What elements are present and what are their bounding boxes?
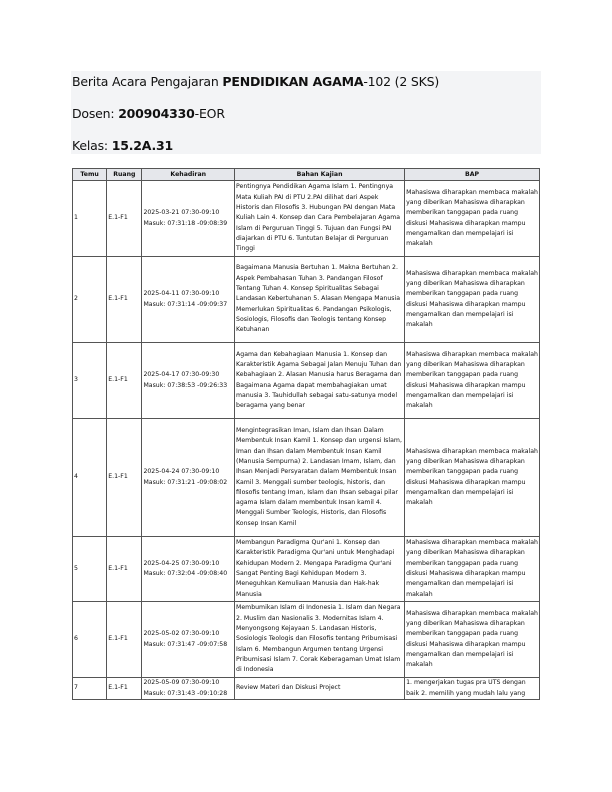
- check-in-time: Masuk: 07:32:04 -09:08:40: [143, 570, 228, 577]
- cell-kehadiran: [142, 678, 235, 700]
- cell-bap: 1. mengerjakan tugas pra UTS dengan baik 2. memilih yang mudah lalu yang: [405, 678, 540, 700]
- cell-bap: Mahasiswa diharapkan membaca makalah yang diberikan Mahasiswa diharapkan memberikan tanggapan pada ruang diskusi Mahasiswa diharapkan mampu mengamalkan dan mempelajari isi makalah: [405, 602, 540, 678]
- table-row: [73, 257, 540, 343]
- cell-ruang: E.1-F1: [107, 602, 142, 678]
- column-header-ruang: Ruang: [107, 169, 142, 181]
- cell-temu: 3: [73, 343, 107, 419]
- table-row: [73, 537, 540, 602]
- cell-bahan-kajian: Bagaimana Manusia Bertuhan 1. Makna Bertuhan 2. Aspek Pembahasan Tuhan 3. Pandangan Filosof Tentang Tuhan 4. Konsep Spiritualitas Sebagai Landasan Kebertuhanan 5. Alasan Mengapa Manusia Memerlukan Spiritualitas 6. Pandangan Psikologis, Sosiologis, Filosofis dan Teologis tentang Konsep Ketuhanan: [235, 257, 405, 343]
- dosen-id: 200904330: [118, 106, 195, 121]
- schedule-time: 2025-03-21 07:30-09:10: [143, 209, 220, 217]
- cell-kehadiran: [142, 181, 235, 257]
- cell-temu: 2: [73, 257, 107, 343]
- cell-bahan-kajian: Review Materi dan Diskusi Project: [235, 678, 405, 700]
- cell-kehadiran: [142, 343, 235, 419]
- schedule-time: 2025-05-02 07:30-09:10: [143, 630, 220, 638]
- kelas-label: Kelas:: [72, 138, 112, 153]
- table-row: [73, 419, 540, 537]
- check-in-time: Masuk: 07:38:53 -09:26:33: [143, 381, 228, 389]
- schedule-time: 2025-05-09 07:30-09:10: [143, 679, 220, 687]
- cell-kehadiran: [142, 257, 235, 343]
- table-row: [73, 602, 540, 678]
- attendance-table: [72, 168, 540, 700]
- cell-temu: 1: [73, 181, 107, 257]
- schedule-time: 2025-04-17 07:30-09:30: [143, 371, 220, 379]
- cell-ruang: E.1-F1: [107, 343, 142, 419]
- cell-bap: Mahasiswa diharapkan membaca makalah yang diberikan Mahasiswa diharapkan memberikan tanggapan pada ruang diskusi Mahasiswa diharapkan mampu mengamalkan dan mempelajari isi makalah: [405, 257, 540, 343]
- dosen-label: Dosen:: [72, 106, 119, 121]
- table-row: [73, 678, 540, 700]
- cell-bahan-kajian: Pentingnya Pendidikan Agama Islam 1. Pentingnya Mata Kuliah PAI di PTU 2.PAI dilihat dari Aspek Historis dan Filosofis 3. Hubungan PAI dengan Mata Kuliah Lain 4. Konsep dan Cara Pembelajaran Agama Islam di Perguruan Tinggi 5. Tujuan dan Fungsi PAI diajarkan di PTU 6. Tuntutan Belajar di Perguruan Tinggi: [235, 181, 405, 257]
- cell-ruang: E.1-F1: [107, 181, 142, 257]
- cell-bahan-kajian: Membangun Paradigma Qur'ani 1. Konsep dan Karakteristik Paradigma Qur'ani untuk Menghadapi Kehidupan Modern 2. Mengapa Paradigma Qur'ani Sangat Penting Bagi Kehidupan Modern 3. Meneguhkan Kemuliaan Manusia dan Hak-hak Manusia: [235, 537, 405, 602]
- cell-bahan-kajian: Membumikan Islam di Indonesia 1. Islam dan Negara 2. Muslim dan Nasionalis 3. Modernitas Islam 4. Menyongsong Kejayaan 5. Landasan Historis, Sosiologis Teologis dan Filosofis tentang Pribumisasi Islam 6. Membangun Argumen tentang Urgensi Pribumisasi Islam 7. Corak Keberagaman Umat Islam di Indonesia: [235, 602, 405, 678]
- cell-bap: Mahasiswa diharapkan membaca makalah yang diberikan Mahasiswa diharapkan memberikan tanggapan pada ruang diskusi Mahasiswa diharapkan mampu mengamalkan dan mempelajari isi makalah: [405, 537, 540, 602]
- cell-temu: 5: [73, 537, 107, 602]
- cell-ruang: E.1-F1: [107, 678, 142, 700]
- cell-bap: Mahasiswa diharapkan membaca makalah yang diberikan Mahasiswa diharapkan memberikan tanggapan pada ruang diskusi Mahasiswa diharapkan mampu mengamalkan dan mempelajari isi makalah: [405, 343, 540, 419]
- dosen-suffix: -EOR: [194, 106, 225, 121]
- title-prefix: Berita Acara Pengajaran: [72, 74, 223, 89]
- check-in-time: Masuk: 07:31:21 -09:08:02: [143, 478, 228, 486]
- lecturer-line: [72, 106, 225, 121]
- table-header-row: [73, 169, 540, 181]
- cell-kehadiran: [142, 537, 235, 602]
- cell-ruang: E.1-F1: [107, 537, 142, 602]
- check-in-time: Masuk: 07:31:18 -09:08:39: [143, 219, 228, 227]
- document-header: [71, 71, 541, 154]
- table-row: [73, 181, 540, 257]
- schedule-time: 2025-04-11 07:30-09:10: [143, 290, 220, 298]
- cell-temu: 7: [73, 678, 107, 700]
- column-header-bap: BAP: [405, 169, 540, 181]
- check-in-time: Masuk: 07:31:47 -09:07:58: [143, 640, 228, 648]
- table-row: [73, 343, 540, 419]
- cell-ruang: E.1-F1: [107, 257, 142, 343]
- cell-bap: Mahasiswa diharapkan membaca makalah yang diberikan Mahasiswa diharapkan memberikan tanggapan pada ruang diskusi Mahasiswa diharapkan mampu mengamalkan dan mempelajari isi makalah: [405, 419, 540, 537]
- column-header-bahan-kajian: Bahan Kajian: [235, 169, 405, 181]
- cell-bahan-kajian: Agama dan Kebahagiaan Manusia 1. Konsep dan Karakteristik Agama Sebagai Jalan Menuju Tuhan dan Kebahagiaan 2. Alasan Manusia harus Beragama dan Bagaimana Agama dapat membahagiakan umat manusia 3. Tauhidullah sebagai satu-satunya model beragama yang benar: [235, 343, 405, 419]
- schedule-time: 2025-04-25 07:30-09:10: [143, 559, 220, 567]
- column-header-kehadiran: Kehadiran: [142, 169, 235, 181]
- column-header-temu: Temu: [73, 169, 107, 181]
- document-title: [72, 74, 439, 89]
- cell-temu: 4: [73, 419, 107, 537]
- schedule-time: 2025-04-24 07:30-09:10: [143, 468, 220, 476]
- kelas-value: 15.2A.31: [111, 138, 173, 153]
- course-name: PENDIDIKAN AGAMA: [222, 74, 364, 89]
- cell-temu: 6: [73, 602, 107, 678]
- cell-bap: Mahasiswa diharapkan membaca makalah yang diberikan Mahasiswa diharapkan memberikan tanggapan pada ruang diskusi Mahasiswa diharapkan mampu mengamalkan dan mempelajari isi makalah: [405, 181, 540, 257]
- check-in-time: Masuk: 07:31:43 -09:10:28: [143, 689, 228, 697]
- cell-ruang: E.1-F1: [107, 419, 142, 537]
- cell-bahan-kajian: Mengintegrasikan Iman, Islam dan Ihsan Dalam Membentuk Insan Kamil 1. Konsep dan urgensi Islam, Iman dan Ihsan dalam Membentuk Insan Kamil (Manusia Sempurna) 2. Landasan Imam, Islam, dan Ihsan Menjadi Persyaratan dalam Membentuk Insan Kamil 3. Menggali sumber teologis, historis, dan filosofis tentang Iman, Islam dan Ihsan sebagai pilar agama Islam dalam membentuk Insan kamil 4. Menggali Sumber Teologis, Historis, dan Filosofis Konsep Insan Kamil: [235, 419, 405, 537]
- cell-kehadiran: [142, 419, 235, 537]
- cell-kehadiran: [142, 602, 235, 678]
- class-line: [72, 138, 173, 153]
- check-in-time: Masuk: 07:31:14 -09:09:37: [143, 300, 228, 308]
- course-suffix: -102 (2 SKS): [363, 74, 440, 89]
